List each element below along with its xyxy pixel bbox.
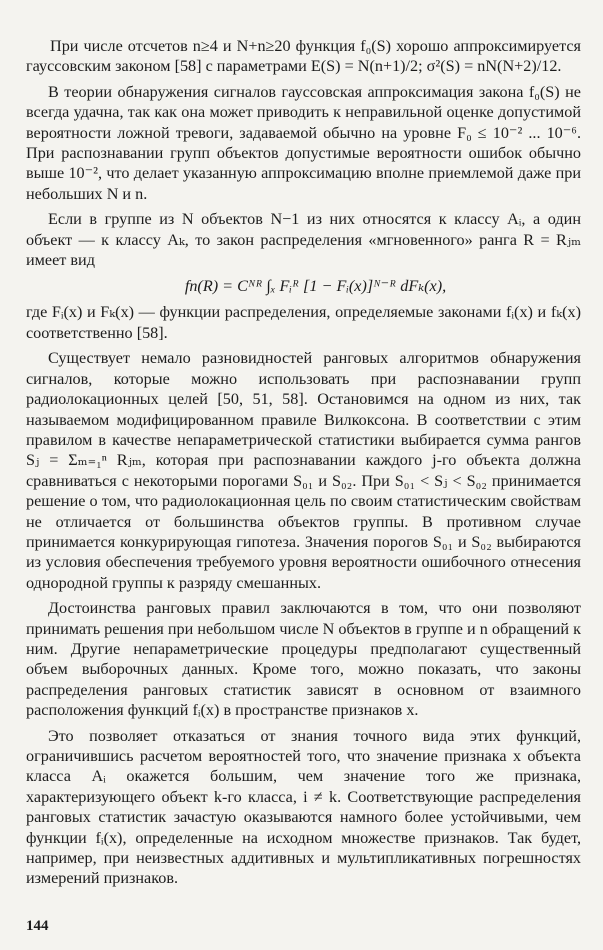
paragraph-6: Достоинства ранговых правил заключаются в том, что они позволяют принимать решения при небольшом числе N объектов в группе и n обращений к ним. Другие непараметрические процедуры предполагают существенный объем выборочных данных. Кроме того, можно показать, что законы распределения ранговых статистик зависят в основном от взаимного расположения функций fᵢ(x) в пространстве признаков x.	[26, 599, 582, 720]
paragraph-7: Это позволяет отказаться от знания точного вида этих функций, ограничившись расчетом вероятностей того, что значение признака x объекта класса Aᵢ окажется большим, чем значение того же признака, характеризующего объект k-го класса, i ≠ k. Соответствующие распределения ранговых статистик зачастую оказываются намного более устойчивыми, чем функции fᵢ(x), определенные на исходном множестве признаков. Так будет, например, при неизвестных аддитивных и мультипликативных погрешностях измерений признаков.	[26, 726, 581, 888]
paragraph-1: При числе отсчетов n≥4 и N+n≥20 функция f₀(S) хорошо аппроксимируется гауссовским законом [58] с параметрами E(S) = N(n+1)/2; σ²(S) = nN(N+2)/12.	[26, 37, 581, 76]
rank-distribution-formula: fп(R) = Cᴺᴿ ∫ₓ Fᵢᴿ [1 − Fᵢ(x)]ᴺ⁻ᴿ dFₖ(x),	[184, 277, 447, 296]
paragraph-3: Если в группе из N объектов N−1 из них относятся к классу Aᵢ, а один объект — к классу Aₖ, то закон распределения «мгновенного» ранга R = Rⱼₘ имеет вид	[26, 210, 581, 270]
paragraph-4: где Fᵢ(x) и Fₖ(x) — функции распределения, определяемые законами fᵢ(x) и fₖ(x) соответственно [58].	[26, 303, 581, 342]
paragraph-5: Существует немало разновидностей ранговых алгоритмов обнаружения сигналов, которые можно использовать при распознавании групп радиолокационных целей [50, 51, 58]. Остановимся на одном из них, так называемом модифицированном правиле Вилкоксона. В соответствии с этим правилом в качестве непараметрической статистики выбирается сумма рангов Sⱼ = Σₘ₌₁ⁿ Rⱼₘ, которая при распознавании каждого j-го объекта должна сравниваться с некоторыми порогами S₀₁ и S₀₂. При S₀₁ < Sⱼ < S₀₂ принимается решение о том, что радиолокационная цель по своим статистическим свойствам не отличается от большинства объектов группы. В противном случае принимается конкурирующая гипотеза. Значения порогов S₀₁ и S₀₂ выбираются из условия обеспечения требуемого уровня вероятности ошибочного отнесения однородной группы к разряду смешанных.	[26, 349, 581, 592]
page-number: 144	[26, 918, 49, 934]
paragraph-2: В теории обнаружения сигналов гауссовская аппроксимация закона f₀(S) не всегда удачна, так как она может приводить к неправильной оценке допустимой вероятности ложной тревоги, задаваемой обычно на уровне F₀ ≤ 10⁻² ... 10⁻⁶. При распознавании групп объектов допустимые вероятности ошибок обычно выше 10⁻², что делает указанную аппроксимацию вполне приемлемой даже при небольших N и n.	[26, 82, 581, 203]
